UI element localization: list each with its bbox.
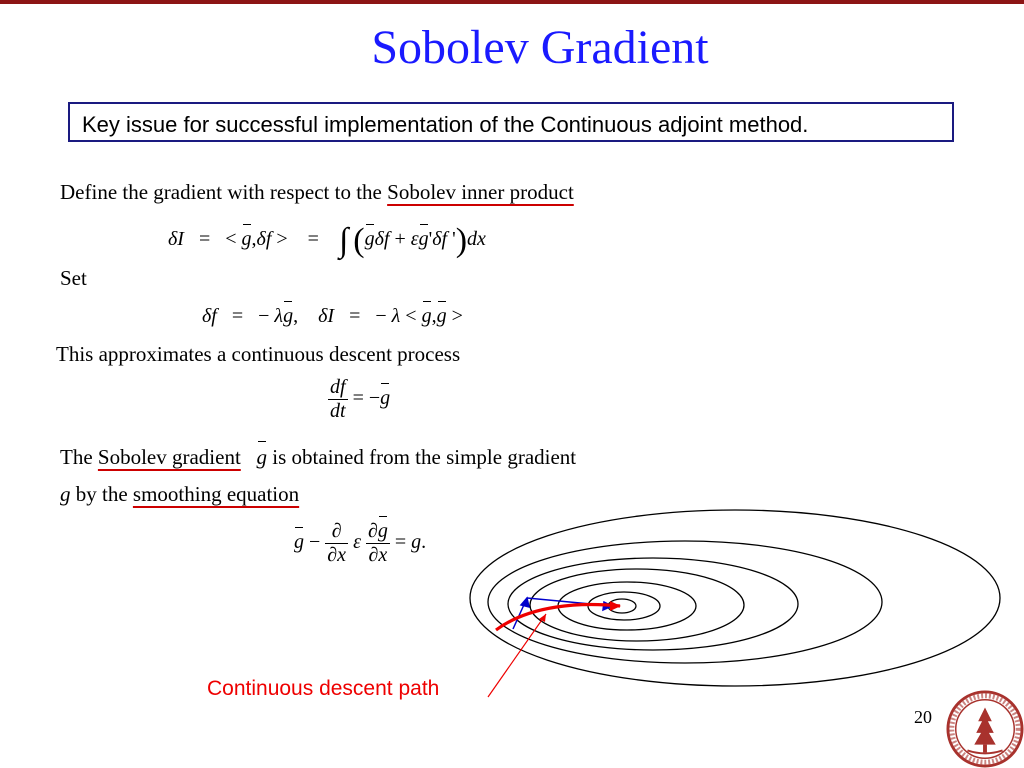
contour-ellipse-1 <box>470 510 1000 686</box>
equation-descent: $\frac{df}{dt}$ = −g <box>330 376 391 422</box>
set-label: Set <box>60 266 87 290</box>
equation-smoothing: g − $\frac{\partial}{\partial x}$ ε $\frac{\partial g}{\partial x}$ = g. <box>294 520 427 566</box>
define-prefix: Define the gradient with respect to the <box>60 180 388 204</box>
smoothing-equation-link: smoothing equation <box>132 482 300 506</box>
sob-rest: is obtained from the simple gradient <box>267 445 577 469</box>
approx-line: This approximates a continuous descent process <box>56 342 461 366</box>
equation-set: δf = − λg, δI = − λ < g,g > <box>202 305 463 327</box>
equation-inner-product: δI = < g,δf > = ∫ (gδf + εg'δf ')dx <box>168 222 486 259</box>
page-number: 20 <box>914 707 932 727</box>
stanford-seal-icon <box>946 690 1024 768</box>
g-variable: g <box>60 482 71 506</box>
by-the: by the <box>70 482 133 506</box>
key-issue-text: Key issue for successful implementation of the Continuous adjoint method. <box>82 112 809 137</box>
sobolev-gradient-link: Sobolev gradient <box>97 445 241 469</box>
sobolev-gradient-line: The Sobolev gradient g is obtained from the simple gradient <box>60 445 577 469</box>
slide-title: Sobolev Gradient <box>371 21 709 74</box>
sob-the: The <box>60 445 98 469</box>
descent-path-caption: Continuous descent path <box>207 677 440 700</box>
contour-ellipse-3 <box>508 558 798 650</box>
sobolev-inner-product-link: Sobolev inner product <box>387 180 574 204</box>
caption-pointer-line <box>488 614 546 697</box>
